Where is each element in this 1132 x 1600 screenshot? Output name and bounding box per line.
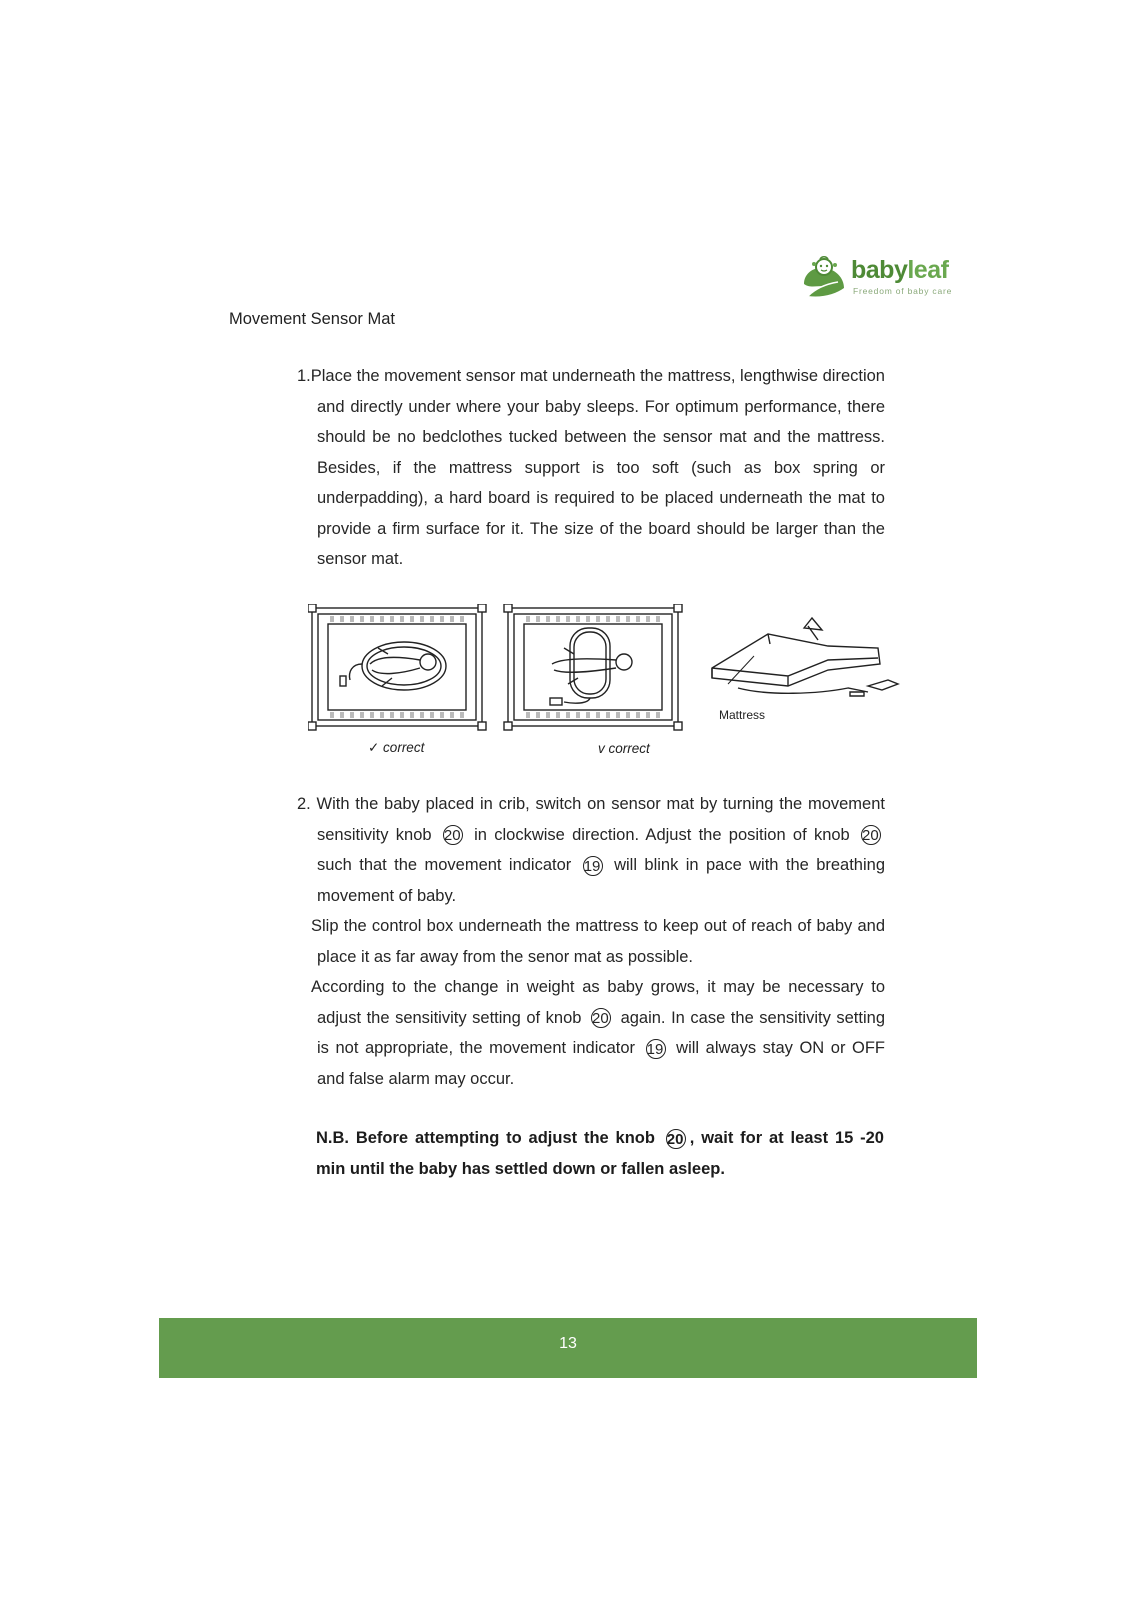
- step-2-paragraph-3: According to the change in weight as baby grows, it may be necessary to adjust the sensitivity setting of knob 20 again. In case the sensitivity setting is not appropriate, the movement indicator 19 will always stay ON or OFF and false alarm may occur.: [311, 978, 885, 1088]
- crib-illustrations: [308, 604, 908, 739]
- note-text: N.B. Before attempting to adjust the knob 20 , wait for at least 15 -20 min until the baby has settled down or fallen asleep.: [316, 1129, 884, 1178]
- step-2-paragraph-2: Slip the control box underneath the mattress to keep out of reach of baby and place it as far away from the senor mat as possible.: [311, 917, 885, 966]
- step-1: [297, 361, 885, 575]
- brand-logo: [800, 254, 953, 300]
- caption-correct-middle: v correct: [598, 741, 650, 756]
- crib-middle: [504, 604, 682, 730]
- page-number: 13: [559, 1335, 577, 1352]
- step-1-text: 1.Place the movement sensor mat underneath the mattress, lengthwise direction and directly under where your baby sleeps. For optimum performance, there should be no bedclothes tucked between the sensor mat and the mattress. Besides, if the mattress support is too soft (such as box spring or underpadding), a hard board is required to be placed underneath the mat to provide a firm surface for it. The size of the board should be larger than the sensor mat.: [297, 367, 885, 568]
- knob-number: 20: [666, 1129, 686, 1149]
- footer-bar: [159, 1318, 977, 1378]
- crib-left: [308, 604, 486, 730]
- section-heading: Movement Sensor Mat: [229, 310, 395, 328]
- installation-figure: [308, 604, 908, 759]
- note-nb: [316, 1123, 884, 1184]
- indicator-number: 19: [583, 856, 603, 876]
- label-mattress: Mattress: [719, 708, 766, 722]
- knob-number: 20: [861, 825, 881, 845]
- step-2-paragraph-1: 2. With the baby placed in crib, switch on sensor mat by turning the movement sensitivity knob 20 in clockwise direction. Adjust the position of knob 20 such that the movement indicator 19 will blink in pace with the breathing movement of baby.: [297, 795, 886, 905]
- brand-name: babyleaf: [851, 256, 949, 284]
- knob-number: 20: [591, 1008, 611, 1028]
- caption-correct-left: ✓ correct: [368, 740, 425, 755]
- leaf-icon: [800, 254, 848, 300]
- knob-number: 20: [443, 825, 463, 845]
- step-2: [297, 789, 885, 1094]
- mattress-illustration: [712, 618, 898, 696]
- brand-tagline: Freedom of baby care: [853, 286, 953, 296]
- indicator-number: 19: [646, 1039, 666, 1059]
